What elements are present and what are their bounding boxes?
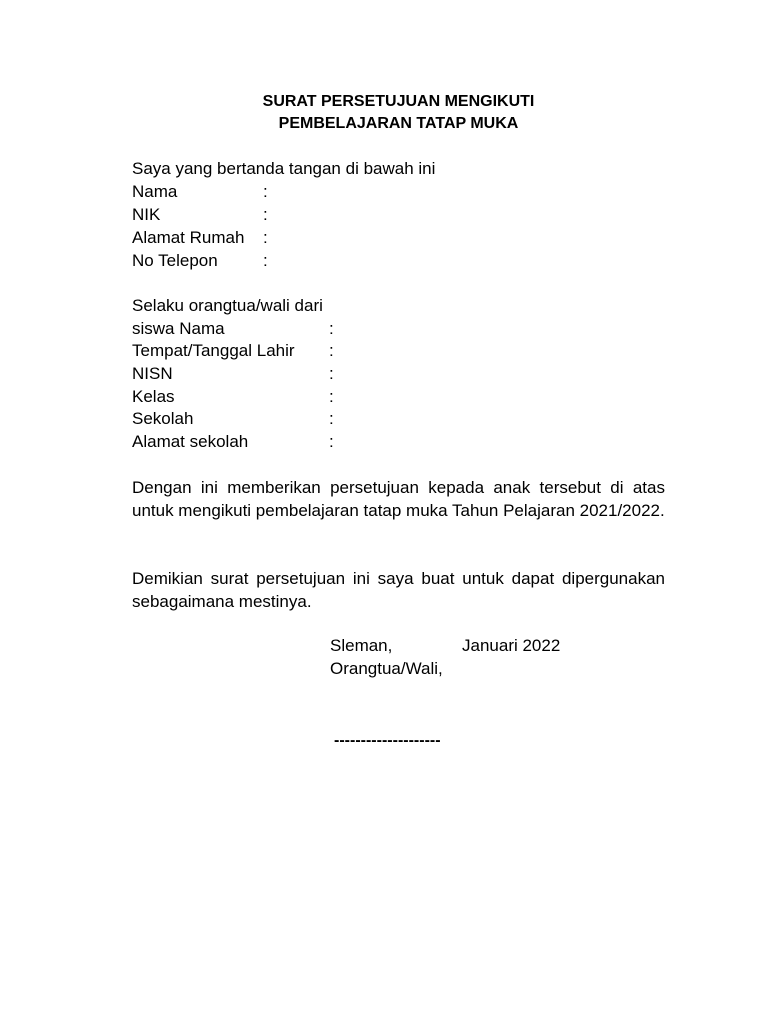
field-colon: :	[329, 364, 334, 383]
field-label-kelas: Kelas	[132, 387, 175, 406]
closing-paragraph: Demikian surat persetujuan ini saya buat untuk dapat dipergunakan sebagaimana mestinya.	[132, 569, 665, 611]
field-label-alamat-sekolah: Alamat sekolah	[132, 432, 249, 451]
field-label-tempat-tanggal-lahir: Tempat/Tanggal Lahir	[132, 341, 295, 360]
sign-role: Orangtua/Wali,	[330, 659, 443, 678]
field-label-nik: NIK	[132, 205, 161, 224]
field-colon: :	[263, 205, 268, 224]
sign-place: Sleman,	[330, 636, 393, 655]
document-title-line-2: PEMBELAJARAN TATAP MUKA	[278, 115, 519, 132]
field-label-sekolah: Sekolah	[132, 409, 194, 428]
intro-text: Saya yang bertanda tangan di bawah ini	[132, 159, 436, 178]
field-colon: :	[329, 409, 334, 428]
field-colon: :	[329, 341, 334, 360]
field-label-alamat-rumah: Alamat Rumah	[132, 228, 245, 247]
field-colon: :	[329, 432, 334, 451]
field-label-nisn: NISN	[132, 364, 173, 383]
field-colon: :	[329, 319, 334, 338]
field-label-siswa-nama: siswa Nama	[132, 319, 225, 338]
document-title-line-1: SURAT PERSETUJUAN MENGIKUTI	[262, 93, 535, 110]
sign-date: Januari 2022	[462, 636, 561, 655]
field-colon: :	[263, 182, 268, 201]
field-colon: :	[263, 228, 268, 247]
student-intro-text: Selaku orangtua/wali dari	[132, 296, 323, 315]
field-colon: :	[329, 387, 334, 406]
field-colon: :	[263, 251, 268, 270]
consent-paragraph: Dengan ini memberikan persetujuan kepada anak tersebut di atas untuk mengikuti pembelajaran tatap muka Tahun Pelajaran 2021/2022.	[132, 478, 665, 520]
field-label-nama: Nama	[132, 182, 178, 201]
field-label-no-telepon: No Telepon	[132, 251, 218, 270]
signature-line: --------------------	[334, 732, 441, 749]
